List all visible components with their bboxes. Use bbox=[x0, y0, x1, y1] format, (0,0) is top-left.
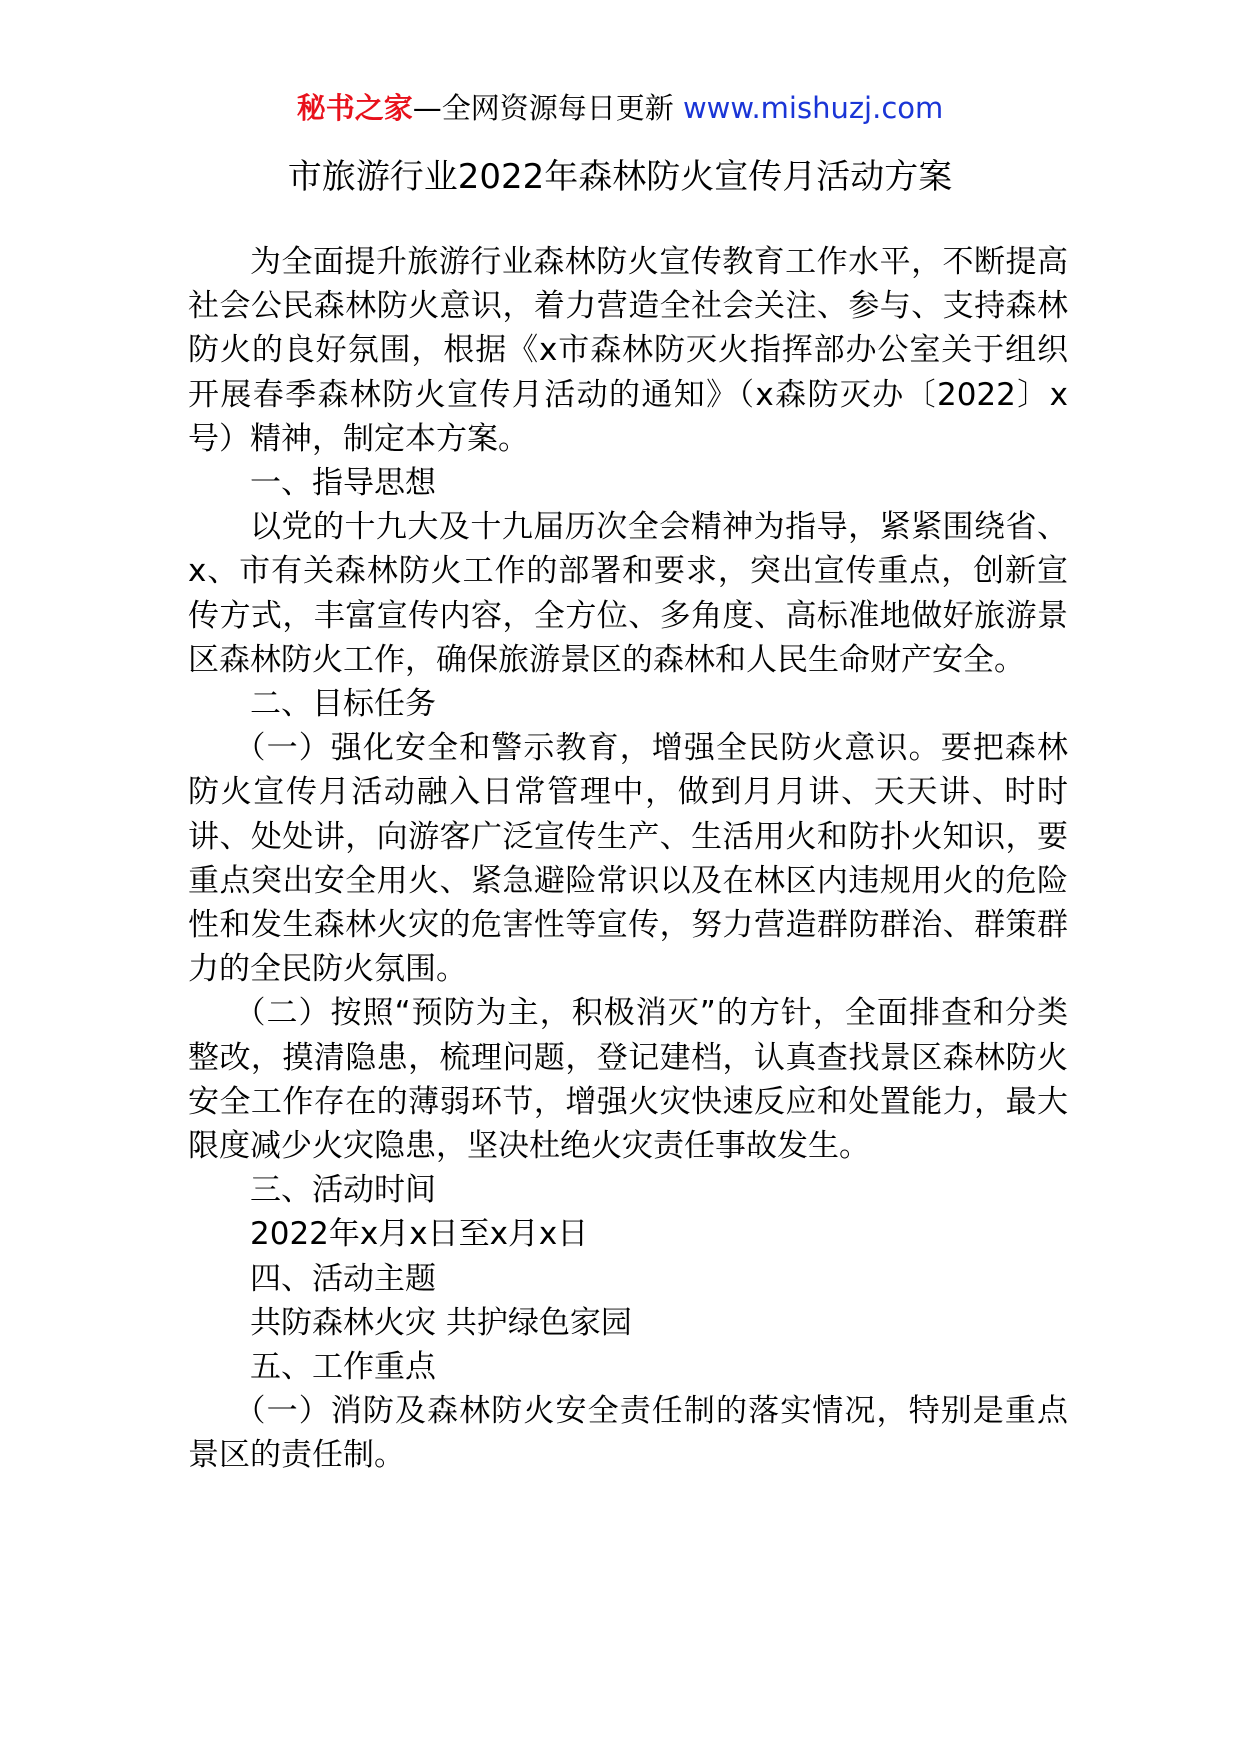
document-title: 市旅游行业2022年森林防火宣传月活动方案 bbox=[287, 157, 953, 197]
section-heading-work-focus: 五、工作重点 bbox=[250, 1349, 436, 1386]
activity-time-value: 2022年x月x日至x月x日 bbox=[250, 1216, 589, 1253]
banner-tagline: —全网资源每日更新 bbox=[412, 91, 683, 125]
goals-item-2: （二）按照“预防为主，积极消灭”的方针，全面排查和分类整改，摸清隐患，梳理问题，登记建档，认真查找景区森林防火安全工作存在的薄弱环节，增强火灾快速反应和处置能力，最大限度减少火灾隐患，坚决杜绝火灾责任事故发生。 bbox=[188, 995, 1068, 1165]
guiding-ideology-paragraph: 以党的十九大及十九届历次全会精神为指导，紧紧围绕省、x、市有关森林防火工作的部署和要求，突出宣传重点，创新宣传方式，丰富宣传内容，全方位、多角度、高标准地做好旅游景区森林防火工作，确保旅游景区的森林和人民生命财产安全。 bbox=[188, 509, 1068, 678]
section-heading-activity-time: 三、活动时间 bbox=[250, 1172, 436, 1209]
section-heading-goals: 二、目标任务 bbox=[250, 686, 436, 723]
activity-theme-value: 共防森林火灾 共护绿色家园 bbox=[250, 1304, 632, 1341]
section-heading-guiding-ideology: 一、指导思想 bbox=[250, 465, 436, 502]
document-body bbox=[188, 240, 1068, 1478]
goals-item-1: （一）强化安全和警示教育，增强全民防火意识。要把森林防火宣传月活动融入日常管理中，做到月月讲、天天讲、时时讲、处处讲，向游客广泛宣传生产、生活用火和防扑火知识，要重点突出安全用火、紧急避险常识以及在林区内违规用火的危险性和发生森林火灾的危害性等宣传，努力营造群防群治、群策群力的全民防火氛围。 bbox=[188, 730, 1068, 988]
section-heading-activity-theme: 四、活动主题 bbox=[250, 1260, 436, 1297]
brand-name: 秘书之家 bbox=[296, 91, 413, 125]
intro-paragraph: 为全面提升旅游行业森林防火宣传教育工作水平，不断提高社会公民森林防火意识，着力营造全社会关注、参与、支持森林防火的良好氛围，根据《x市森林防灭火指挥部办公室关于组织开展春季森林防火宣传月活动的通知》（x森防灭办〔2022〕x号）精神，制定本方案。 bbox=[188, 244, 1068, 457]
site-url-link[interactable]: www.mishuzj.com bbox=[682, 91, 944, 125]
site-banner bbox=[0, 88, 1240, 128]
work-focus-item-1: （一）消防及森林防火安全责任制的落实情况，特别是重点景区的责任制。 bbox=[188, 1393, 1068, 1474]
